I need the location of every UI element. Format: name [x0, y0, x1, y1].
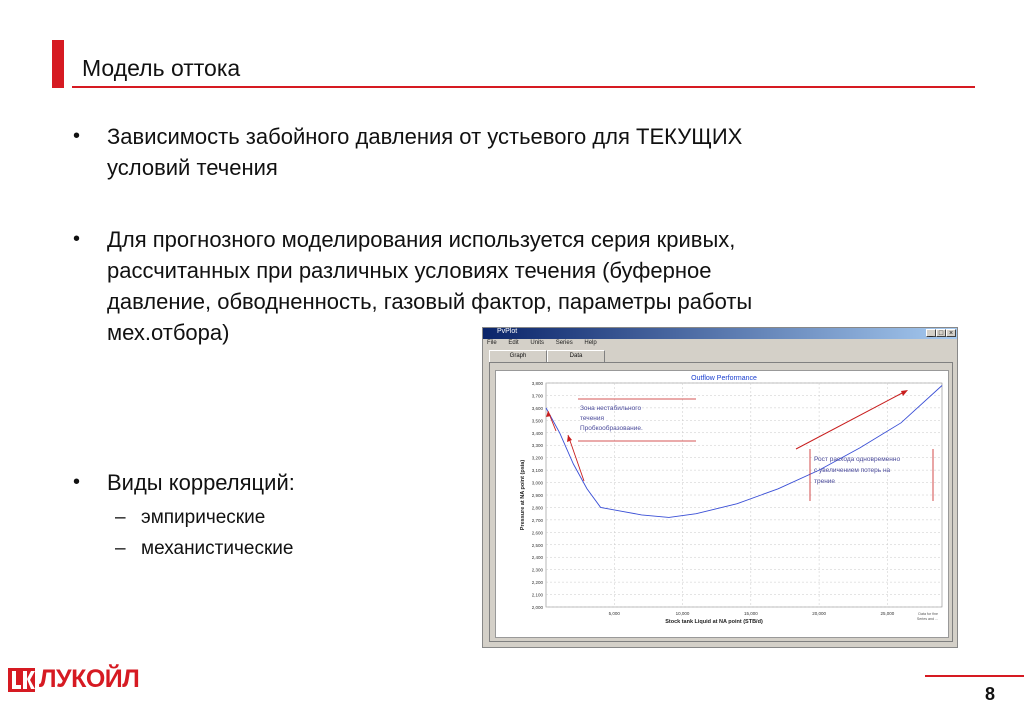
maximize-button[interactable]: □ [936, 329, 946, 337]
y-tick-label: 3,000 [531, 480, 543, 486]
bullet-dot: • [73, 125, 81, 147]
annotation-1-text: течения [580, 415, 605, 422]
title-underline [72, 86, 975, 88]
bullet-2-line-1: Для прогнозного моделирования используется серия кривых, [107, 227, 736, 252]
bullet-dot: • [73, 228, 81, 250]
bullet-dot: • [73, 471, 81, 493]
title-accent-bar [52, 40, 64, 88]
bullet-2-line-2: рассчитанных при различных условиях течения (буферное [107, 258, 712, 283]
lukoil-emblem-icon [8, 668, 35, 692]
x-tick-label: 20,000 [812, 611, 826, 616]
y-tick-label: 2,200 [531, 580, 543, 586]
close-button[interactable]: × [946, 329, 956, 337]
x-tick-label: 25,000 [880, 611, 895, 616]
menu-help[interactable]: Help [584, 340, 597, 346]
bullet-2-line-4: мех.отбора) [107, 320, 230, 345]
y-tick-label: 2,700 [531, 517, 543, 523]
graph-panel [489, 362, 953, 642]
lukoil-logo [8, 665, 140, 697]
sub-item-label: механистические [141, 538, 294, 559]
tab-graph[interactable]: Graph [489, 350, 547, 362]
y-tick-label: 3,700 [531, 393, 543, 399]
plot-area [495, 370, 949, 638]
window-title: PvPlot [497, 328, 518, 335]
menu-units[interactable]: Units [530, 340, 545, 346]
dash-marker: – [115, 538, 126, 559]
x-tick-label: 15,000 [743, 611, 758, 616]
sub-item-mechanistic [115, 538, 294, 560]
y-tick-label: 2,100 [531, 592, 543, 598]
chart-footnote: Series and ... [916, 617, 938, 621]
menu-bar [487, 340, 607, 346]
annotation-2-text: Рост расхода одновременно [814, 456, 901, 463]
y-tick-label: 2,800 [531, 505, 543, 511]
x-axis-label: Stock tank Liquid at NA point (STB/d) [665, 619, 763, 625]
tab-data[interactable]: Data [547, 350, 605, 362]
y-tick-label: 2,900 [531, 493, 543, 498]
page-number: 8 [985, 684, 996, 704]
annotation-1-text: Пробкообразование. [580, 425, 643, 432]
menu-series[interactable]: Series [555, 340, 573, 346]
sub-item-empirical [115, 507, 266, 529]
dash-marker: – [115, 507, 126, 528]
footer-line [925, 675, 1024, 677]
y-tick-label: 2,500 [531, 542, 543, 548]
bullet-1-line-2: условий течения [107, 155, 278, 180]
x-tick-label: 10,000 [675, 611, 690, 616]
chart-title: Outflow Performance [691, 375, 757, 382]
y-tick-label: 3,500 [531, 418, 543, 424]
x-tick-label: 5,000 [608, 611, 620, 616]
y-tick-label: 2,400 [531, 555, 543, 561]
annotation-1-text: Зона нестабильного [580, 405, 642, 412]
logo-text: ЛУКОЙЛ [39, 665, 140, 693]
slide-title: Модель оттока [82, 55, 241, 81]
y-tick-label: 3,800 [531, 381, 543, 386]
chart-footnote: Data for fine [918, 612, 938, 616]
y-tick-label: 3,300 [531, 443, 543, 449]
bullet-2-line-3: давление, обводненность, газовый фактор, параметры работы [107, 289, 753, 314]
bullet-1-line-1: Зависимость забойного давления от устьевого для ТЕКУЩИХ [107, 124, 743, 149]
outflow-chart [496, 371, 948, 637]
pvplot-window [482, 327, 958, 648]
y-tick-label: 3,400 [531, 430, 543, 436]
y-tick-label: 3,600 [531, 405, 543, 411]
bullet-1 [73, 121, 743, 183]
y-tick-label: 2,300 [531, 567, 543, 573]
window-titlebar [483, 328, 957, 339]
menu-file[interactable]: File [487, 340, 497, 346]
minimize-button[interactable]: _ [926, 329, 936, 337]
bullet-3 [73, 467, 295, 498]
y-tick-label: 3,200 [531, 455, 543, 461]
annotation-2-text: трение [814, 478, 836, 485]
menu-edit[interactable]: Edit [508, 340, 519, 346]
annotation-2-text: с увеличением потерь на [814, 467, 891, 474]
y-axis-label: Pressure at NA point (psia) [520, 459, 526, 531]
bullet-3-line-1: Виды корреляций: [107, 470, 295, 495]
y-tick-label: 2,000 [531, 605, 543, 610]
y-tick-label: 3,100 [531, 468, 543, 474]
y-tick-label: 2,600 [531, 530, 543, 536]
sub-item-label: эмпирические [141, 507, 266, 528]
